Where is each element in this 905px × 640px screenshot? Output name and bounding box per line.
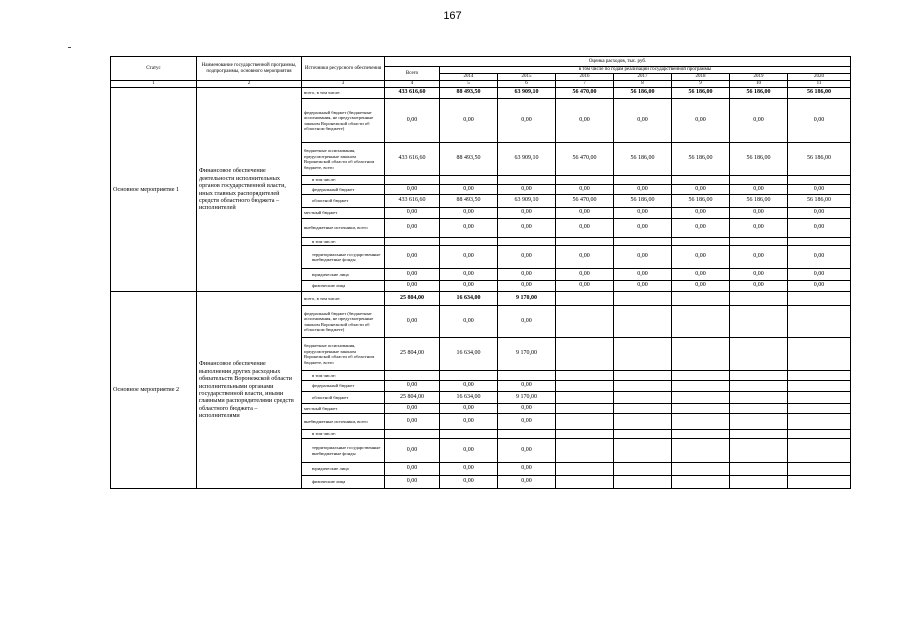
value-cell [614,463,672,476]
source-cell: бюджетные ассигнования, предусмотренные законом Воронежской области об областном бюджете, всего [302,143,385,176]
value-cell: 56 186,00 [672,195,730,208]
value-cell: 0,00 [498,219,556,238]
column-number: 8 [614,81,672,88]
header-total: Всего [385,67,440,81]
value-cell [614,439,672,463]
value-cell [672,439,730,463]
value-cell: 88 493,50 [440,88,498,99]
column-number: 5 [440,81,498,88]
source-cell: местный бюджет [302,208,385,219]
value-cell: 0,00 [788,246,851,269]
value-cell: 0,00 [498,306,556,338]
value-cell: 0,00 [385,219,440,238]
value-cell [498,430,556,439]
value-cell: 88 493,50 [440,195,498,208]
value-cell [614,338,672,371]
value-cell: 0,00 [730,208,788,219]
source-cell: внебюджетные источники, всего [302,414,385,430]
value-cell [672,414,730,430]
column-number: 4 [385,81,440,88]
column-number: 11 [788,81,851,88]
header-status: Статус [111,57,197,81]
value-cell [672,463,730,476]
header-name: Наименование государственной программы, подпрограммы, основного мероприятия [197,57,302,81]
value-cell [614,306,672,338]
value-cell: 88 493,50 [440,143,498,176]
value-cell [614,476,672,489]
source-cell: в том числе: [302,238,385,246]
value-cell [556,306,614,338]
value-cell [788,176,851,185]
value-cell [788,463,851,476]
header-year: 2020 [788,74,851,81]
value-cell [730,404,788,414]
value-cell: 56 186,00 [730,88,788,99]
status-cell: Основное мероприятие 1 [111,88,197,292]
value-cell: 63 909,10 [498,88,556,99]
value-cell [614,414,672,430]
value-cell: 0,00 [440,246,498,269]
value-cell: 56 186,00 [614,143,672,176]
value-cell: 0,00 [614,246,672,269]
value-cell: 0,00 [385,476,440,489]
source-cell: территориальные государственные внебюджетные фонды [302,439,385,463]
value-cell: 0,00 [672,185,730,195]
value-cell [498,371,556,381]
value-cell: 56 186,00 [614,195,672,208]
value-cell: 0,00 [440,381,498,392]
value-cell: 0,00 [672,246,730,269]
value-cell [556,381,614,392]
source-cell: областной бюджет [302,392,385,404]
value-cell: 0,00 [440,99,498,143]
value-cell: 0,00 [440,476,498,489]
value-cell: 56 186,00 [788,195,851,208]
column-number: 3 [302,81,385,88]
value-cell [385,371,440,381]
column-number: 7 [556,81,614,88]
value-cell: 433 616,60 [385,143,440,176]
program-name-cell: Финансовое обеспечение деятельности исполнительных органов государственной власти, иных главных распорядителей средств областного бюджета – исполнителей [197,88,302,292]
value-cell: 0,00 [788,208,851,219]
value-cell [730,371,788,381]
value-cell: 0,00 [440,281,498,292]
value-cell [730,463,788,476]
value-cell: 0,00 [672,208,730,219]
value-cell [498,176,556,185]
value-cell: 0,00 [385,463,440,476]
value-cell [788,371,851,381]
value-cell [440,238,498,246]
value-cell [385,176,440,185]
value-cell [788,338,851,371]
header-year: 2018 [672,74,730,81]
value-cell: 0,00 [498,404,556,414]
value-cell: 0,00 [730,219,788,238]
value-cell [556,430,614,439]
value-cell [672,392,730,404]
column-number: 1 [111,81,197,88]
value-cell: 16 634,00 [440,292,498,306]
value-cell: 0,00 [440,439,498,463]
value-cell [614,292,672,306]
column-number: 6 [498,81,556,88]
scan-mark [68,47,71,48]
value-cell [730,439,788,463]
value-cell: 0,00 [730,246,788,269]
value-cell: 0,00 [498,99,556,143]
header-estimate: Оценка расходов, тыс. руб. [385,57,851,67]
value-cell [788,306,851,338]
value-cell: 0,00 [385,404,440,414]
value-cell: 0,00 [556,185,614,195]
value-cell [730,176,788,185]
value-cell: 0,00 [614,281,672,292]
table-row [111,88,851,99]
source-cell: юридические лица [302,269,385,281]
value-cell [730,430,788,439]
header-by-year: в том числе по годам реализации государственной программы [440,67,851,74]
value-cell: 63 909,10 [498,195,556,208]
value-cell: 0,00 [498,269,556,281]
value-cell: 0,00 [440,306,498,338]
value-cell: 0,00 [498,281,556,292]
header-year: 2015 [498,74,556,81]
value-cell [556,176,614,185]
value-cell: 9 170,00 [498,338,556,371]
value-cell: 0,00 [672,281,730,292]
value-cell: 56 186,00 [672,143,730,176]
value-cell: 56 186,00 [730,195,788,208]
value-cell: 0,00 [614,185,672,195]
value-cell: 0,00 [788,99,851,143]
value-cell [788,381,851,392]
value-cell [498,238,556,246]
value-cell: 0,00 [385,439,440,463]
value-cell [556,476,614,489]
header-year: 2017 [614,74,672,81]
value-cell: 0,00 [440,185,498,195]
value-cell: 25 804,00 [385,392,440,404]
value-cell: 0,00 [498,381,556,392]
value-cell [614,392,672,404]
value-cell: 0,00 [556,219,614,238]
value-cell: 0,00 [556,99,614,143]
value-cell: 0,00 [730,281,788,292]
value-cell: 0,00 [440,269,498,281]
value-cell: 0,00 [385,414,440,430]
value-cell: 0,00 [788,281,851,292]
value-cell [556,463,614,476]
value-cell [730,292,788,306]
value-cell: 56 186,00 [730,143,788,176]
source-cell: в том числе: [302,176,385,185]
value-cell [440,176,498,185]
value-cell [788,414,851,430]
value-cell [672,404,730,414]
column-number: 10 [730,81,788,88]
column-number-row [111,81,851,88]
value-cell [788,430,851,439]
source-cell: в том числе: [302,430,385,439]
program-name-cell: Финансовое обеспечение выполнения других расходных обязательств Воронежской области исполнительными органами государственной власти, иными главными распорядителями средств областного бюджета – исполнителями [197,292,302,489]
source-cell: физические лица [302,281,385,292]
source-cell: бюджетные ассигнования, предусмотренные законом Воронежской области об областном бюджете, всего [302,338,385,371]
value-cell [556,292,614,306]
value-cell [556,404,614,414]
value-cell: 16 634,00 [440,338,498,371]
value-cell: 0,00 [614,99,672,143]
source-cell: федеральный бюджет (бюджетные ассигнования, не предусмотренные законом Воронежской области об областном бюджете) [302,306,385,338]
value-cell: 0,00 [385,381,440,392]
value-cell: 0,00 [556,208,614,219]
value-cell [788,292,851,306]
value-cell: 9 170,00 [498,292,556,306]
value-cell: 0,00 [556,269,614,281]
source-cell: внебюджетные источники, всего [302,219,385,238]
source-cell: местный бюджет [302,404,385,414]
value-cell [672,292,730,306]
source-cell: федеральный бюджет [302,185,385,195]
value-cell: 0,00 [385,269,440,281]
value-cell [730,238,788,246]
value-cell: 0,00 [672,99,730,143]
value-cell: 56 470,00 [556,88,614,99]
value-cell: 56 186,00 [672,88,730,99]
source-cell: юридические лица [302,463,385,476]
table-body [111,57,851,489]
value-cell: 56 186,00 [788,88,851,99]
value-cell [385,430,440,439]
value-cell [614,371,672,381]
value-cell: 0,00 [614,208,672,219]
value-cell [788,476,851,489]
value-cell: 0,00 [614,269,672,281]
value-cell: 0,00 [385,208,440,219]
value-cell [614,176,672,185]
value-cell: 0,00 [556,281,614,292]
status-cell: Основное мероприятие 2 [111,292,197,489]
header-row-1 [111,57,851,67]
value-cell [672,381,730,392]
value-cell: 0,00 [788,219,851,238]
value-cell: 0,00 [556,246,614,269]
value-cell [614,404,672,414]
header-year: 2019 [730,74,788,81]
value-cell: 0,00 [385,246,440,269]
value-cell: 56 186,00 [788,143,851,176]
value-cell: 0,00 [385,99,440,143]
value-cell: 9 170,00 [498,392,556,404]
column-number: 2 [197,81,302,88]
value-cell: 0,00 [498,439,556,463]
column-number: 9 [672,81,730,88]
value-cell [788,238,851,246]
value-cell [440,430,498,439]
value-cell [556,414,614,430]
source-cell: физические лица [302,476,385,489]
value-cell: 56 470,00 [556,143,614,176]
value-cell: 0,00 [730,99,788,143]
value-cell [672,338,730,371]
value-cell: 433 616,60 [385,88,440,99]
value-cell [672,476,730,489]
value-cell: 63 909,10 [498,143,556,176]
value-cell: 433 616,60 [385,195,440,208]
value-cell [672,238,730,246]
value-cell: 0,00 [385,185,440,195]
value-cell [614,238,672,246]
value-cell: 56 186,00 [614,88,672,99]
table-row [111,292,851,306]
budget-table [110,56,851,489]
page-number: 167 [443,10,462,22]
value-cell: 0,00 [385,306,440,338]
value-cell: 0,00 [788,185,851,195]
value-cell [614,381,672,392]
value-cell: 0,00 [440,414,498,430]
value-cell: 0,00 [498,463,556,476]
value-cell: 0,00 [498,185,556,195]
value-cell: 0,00 [672,219,730,238]
value-cell: 0,00 [440,404,498,414]
source-cell: территориальные государственные внебюджетные фонды [302,246,385,269]
value-cell: 0,00 [498,476,556,489]
value-cell [672,176,730,185]
value-cell: 0,00 [614,219,672,238]
source-cell: федеральный бюджет [302,381,385,392]
source-cell: всего, в том числе: [302,292,385,306]
value-cell: 0,00 [672,269,730,281]
header-source: Источники ресурсного обеспечения [302,57,385,81]
value-cell [730,306,788,338]
value-cell: 0,00 [498,414,556,430]
value-cell [556,338,614,371]
value-cell [730,414,788,430]
value-cell: 0,00 [730,269,788,281]
value-cell [556,371,614,381]
value-cell: 0,00 [498,246,556,269]
source-cell: областной бюджет [302,195,385,208]
value-cell [672,306,730,338]
value-cell: 25 804,00 [385,338,440,371]
header-year: 2016 [556,74,614,81]
value-cell: 0,00 [385,281,440,292]
value-cell [788,439,851,463]
value-cell [556,238,614,246]
value-cell [614,430,672,439]
value-cell [556,439,614,463]
value-cell [788,404,851,414]
value-cell: 25 804,00 [385,292,440,306]
source-cell: в том числе: [302,371,385,381]
value-cell [730,338,788,371]
value-cell [730,476,788,489]
value-cell: 16 634,00 [440,392,498,404]
value-cell [556,392,614,404]
header-year: 2014 [440,74,498,81]
value-cell [385,238,440,246]
value-cell: 56 470,00 [556,195,614,208]
value-cell: 0,00 [440,208,498,219]
value-cell [672,371,730,381]
source-cell: федеральный бюджет (бюджетные ассигнования, не предусмотренные законом Воронежской области об областном бюджете) [302,99,385,143]
value-cell [672,430,730,439]
value-cell: 0,00 [440,219,498,238]
value-cell [788,392,851,404]
value-cell: 0,00 [440,463,498,476]
value-cell: 0,00 [730,185,788,195]
source-cell: всего, в том числе: [302,88,385,99]
value-cell [730,381,788,392]
value-cell: 0,00 [788,269,851,281]
value-cell: 0,00 [498,208,556,219]
value-cell [440,371,498,381]
value-cell [730,392,788,404]
